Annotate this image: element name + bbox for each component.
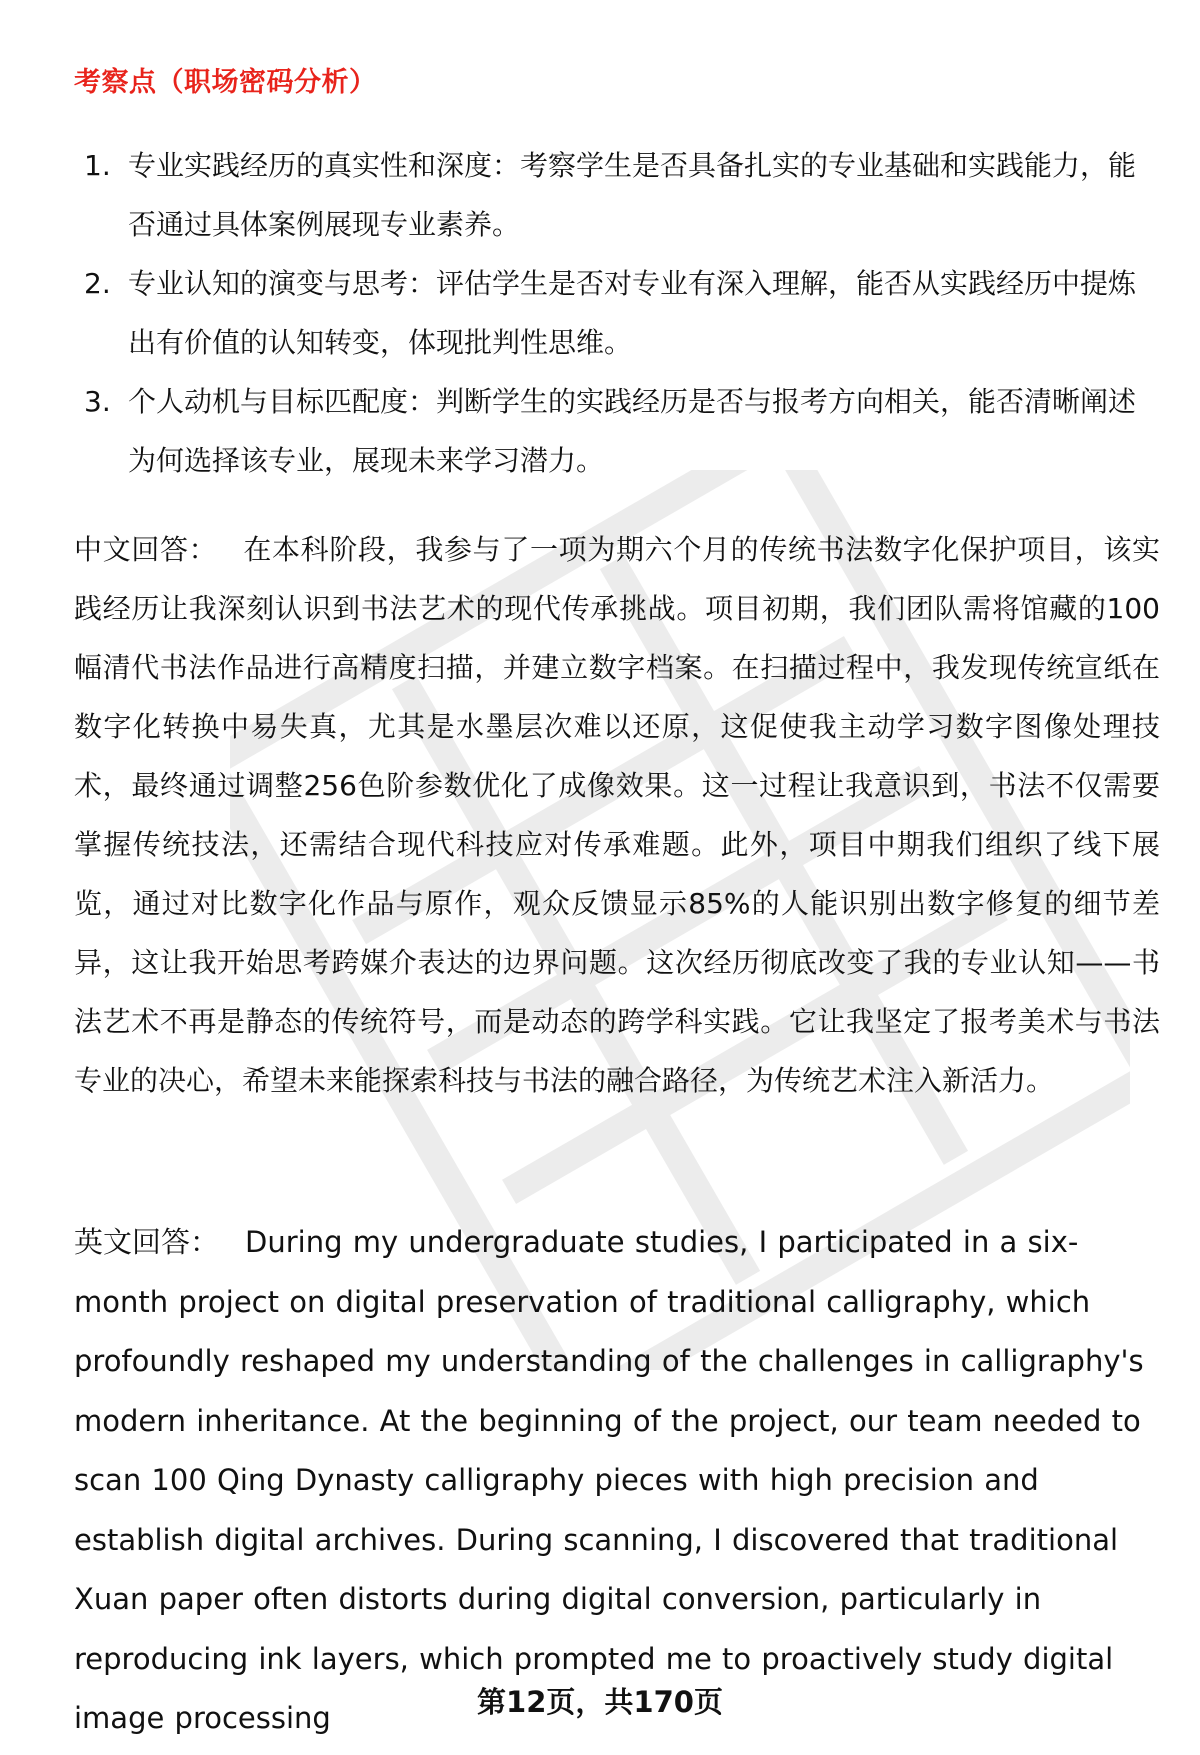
criteria-text: 个人动机与目标匹配度：判断学生的实践经历是否与报考方向相关，能否清晰阐述为何选择该专业，展现未来学习潜力。 [128, 385, 1137, 477]
criteria-text: 专业认知的演变与思考：评估学生是否对专业有深入理解，能否从实践经历中提炼出有价值的认知转变，体现批判性思维。 [128, 267, 1137, 359]
chinese-answer-label: 中文回答： [74, 533, 218, 566]
english-answer-text: During my undergraduate studies, I participated in a six-month project on digital preservation of traditional calligraphy, which profoundly reshaped my understanding of the challenges in calligraphy's modern inheritance. At the beginning of the project, our team needed to scan 100 Qing Dynasty calligraphy pieces with high precision and establish digital archives. During scanning, I discovered that traditional Xuan paper often distorts during digital conversion, particularly in reproducing ink layers, which prompted me to proactively study digital image processing [74, 1225, 1144, 1735]
section-heading: 考察点（职场密码分析） [74, 67, 377, 98]
criteria-item [84, 254, 1144, 372]
criteria-number: 2. [84, 267, 111, 300]
criteria-number: 3. [84, 385, 111, 418]
chinese-answer-paragraph [74, 520, 1160, 1110]
criteria-item [84, 136, 1144, 254]
english-answer-label: 英文回答： [74, 1225, 220, 1259]
criteria-list [84, 136, 1144, 490]
english-answer-paragraph [74, 1213, 1154, 1749]
criteria-number: 1. [84, 149, 111, 182]
criteria-item [84, 372, 1144, 490]
chinese-answer-text: 在本科阶段，我参与了一项为期六个月的传统书法数字化保护项目，该实践经历让我深刻认识到书法艺术的现代传承挑战。项目初期，我们团队需将馆藏的100幅清代书法作品进行高精度扫描，并建立数字档案。在扫描过程中，我发现传统宣纸在数字化转换中易失真，尤其是水墨层次难以还原，这促使我主动学习数字图像处理技术，最终通过调整256色阶参数优化了成像效果。这一过程让我意识到，书法不仅需要掌握传统技法，还需结合现代科技应对传承难题。此外，项目中期我们组织了线下展览，通过对比数字化作品与原作，观众反馈显示85%的人能识别出数字修复的细节差异，这让我开始思考跨媒介表达的边界问题。这次经历彻底改变了我的专业认知——书法艺术不再是静态的传统符号，而是动态的跨学科实践。它让我坚定了报考美术与书法专业的决心，希望未来能探索科技与书法的融合路径，为传统艺术注入新活力。 [74, 533, 1160, 1097]
page-number-footer: 第12页，共170页 [477, 1685, 723, 1719]
criteria-text: 专业实践经历的真实性和深度：考察学生是否具备扎实的专业基础和实践能力，能否通过具体案例展现专业素养。 [128, 149, 1137, 241]
